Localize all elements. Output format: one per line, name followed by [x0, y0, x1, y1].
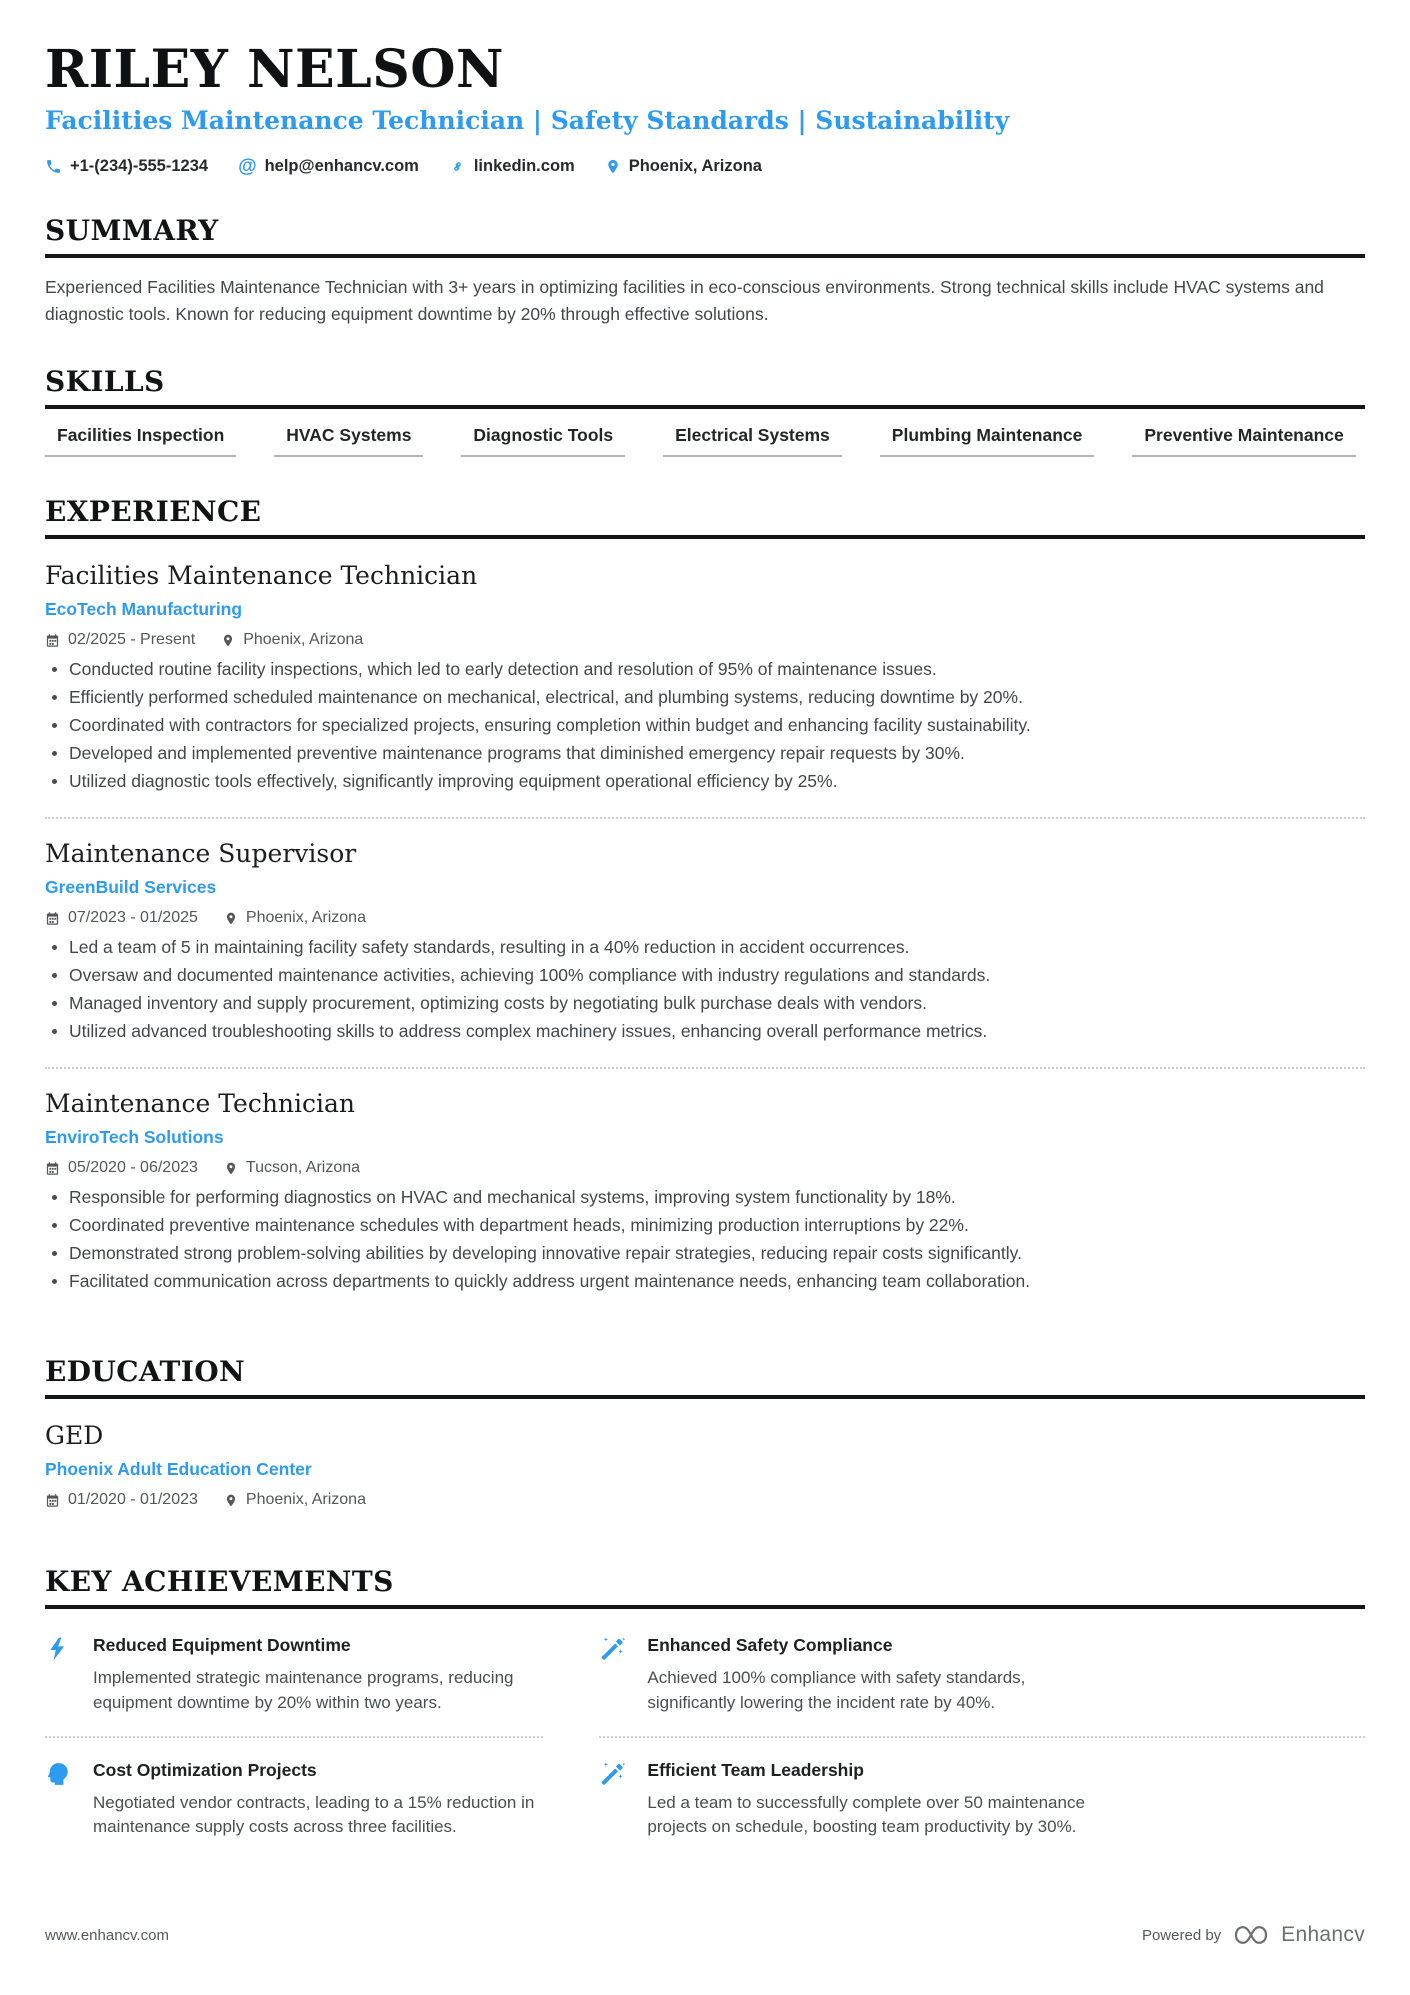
resume-header [45, 39, 1365, 178]
job-location [221, 631, 363, 649]
job-location-label: Phoenix, Arizona [245, 909, 366, 927]
bullet-item: Efficiently performed scheduled maintenance on mechanical, electrical, and plumbing systems, reducing downtime by 20%. [45, 687, 1365, 708]
summary-heading: SUMMARY [45, 214, 219, 248]
bullet-item: Coordinated with contractors for specialized projects, ensuring completion within budget and enhancing facility sustainability. [45, 715, 1365, 736]
location-pin-icon [224, 1493, 238, 1508]
job-bullets [45, 937, 1365, 1042]
page-footer [45, 1923, 1365, 1947]
powered-by-label: Powered by [1141, 1926, 1222, 1944]
degree-title: GED [45, 1421, 104, 1451]
job-dates [45, 631, 195, 649]
job-bullets [45, 659, 1365, 792]
achievement-item [45, 1625, 543, 1735]
job-meta-row [45, 631, 1365, 649]
bullet-item: Developed and implemented preventive maintenance programs that diminished emergency repair requests by 30%. [45, 743, 1365, 764]
lightning-icon [45, 1633, 73, 1715]
bullet-item: Facilitated communication across departments to quickly address urgent maintenance needs, enhancing team collaboration. [45, 1271, 1365, 1292]
contact-website[interactable] [449, 157, 575, 176]
education-dates [45, 1491, 198, 1509]
job-title: Maintenance Supervisor [45, 839, 357, 869]
achievements-grid [45, 1625, 1365, 1860]
calendar-icon [45, 633, 60, 648]
achievement-text: Negotiated vendor contracts, leading to a 15% reduction in maintenance supply costs across three facilities. [93, 1792, 535, 1837]
magic-wand-icon [599, 1633, 627, 1715]
calendar-icon [45, 911, 60, 926]
head-idea-icon [45, 1758, 73, 1840]
achievements-section [45, 1565, 1365, 1860]
skill-tag: Preventive Maintenance [1132, 425, 1355, 457]
location-pin-icon [224, 911, 238, 926]
job-location-label: Tucson, Arizona [245, 1159, 361, 1177]
enhancv-logo-icon [1233, 1924, 1269, 1946]
contact-location-label: Phoenix, Arizona [628, 157, 762, 176]
job-location-label: Phoenix, Arizona [243, 631, 364, 649]
job-dates-label: 02/2025 - Present [68, 631, 196, 649]
candidate-headline: Facilities Maintenance Technician | Safety Standards | Sustainability [45, 106, 1010, 136]
education-heading: EDUCATION [45, 1355, 246, 1389]
bullet-item: Coordinated preventive maintenance schedules with department heads, minimizing production interruptions by 22%. [45, 1215, 1365, 1236]
calendar-icon [45, 1161, 60, 1176]
bullet-item: Responsible for performing diagnostics on HVAC and mechanical systems, improving system functionality by 18%. [45, 1187, 1365, 1208]
bullet-item: Utilized diagnostic tools effectively, significantly improving equipment operational efficiency by 25%. [45, 771, 1365, 792]
job-dates [45, 1159, 198, 1177]
skill-tag: Diagnostic Tools [461, 425, 625, 457]
enhancv-brand-label: Enhancv [1281, 1923, 1365, 1946]
link-icon [449, 158, 466, 175]
location-pin-icon [221, 633, 235, 648]
summary-section [45, 214, 1365, 327]
job-meta-row [45, 909, 1365, 927]
magic-wand-icon [599, 1758, 627, 1840]
skills-section [45, 365, 1365, 457]
contact-phone-label: +1-(234)-555-1234 [70, 157, 209, 176]
contact-row [45, 157, 1365, 176]
summary-text: Experienced Facilities Maintenance Technician with 3+ years in optimizing facilities in eco-conscious environments. Strong technical skills include HVAC systems and diagnostic tools. Known for reducing equipment downtime by 20% through effective solutions. [45, 277, 1324, 324]
job-title: Facilities Maintenance Technician [45, 561, 478, 591]
footer-site-link[interactable]: www.enhancv.com [45, 1926, 169, 1944]
skill-tag: Facilities Inspection [45, 425, 236, 457]
location-pin-icon [605, 158, 621, 175]
powered-by[interactable] [1142, 1923, 1365, 1947]
skills-heading: SKILLS [45, 365, 165, 399]
achievement-title: Efficient Team Leadership [647, 1759, 864, 1780]
achievement-item [599, 1736, 1365, 1860]
company-name: EnviroTech Solutions [45, 1127, 224, 1148]
contact-website-label: linkedin.com [473, 157, 575, 176]
bullet-item: Managed inventory and supply procurement, optimizing costs by negotiating bulk purchase deals with vendors. [45, 993, 1365, 1014]
education-location-label: Phoenix, Arizona [245, 1491, 366, 1509]
skill-tag: HVAC Systems [274, 425, 423, 457]
job-dates-label: 05/2020 - 06/2023 [68, 1159, 198, 1177]
education-entry [45, 1415, 1365, 1527]
contact-phone[interactable] [45, 157, 208, 176]
company-name: GreenBuild Services [45, 877, 217, 898]
skill-tag: Electrical Systems [663, 425, 842, 457]
job-dates [45, 909, 198, 927]
education-meta-row [45, 1491, 1365, 1509]
achievement-title: Enhanced Safety Compliance [647, 1635, 893, 1656]
bullet-item: Oversaw and documented maintenance activities, achieving 100% compliance with industry regulations and standards. [45, 965, 1365, 986]
experience-entry [45, 555, 1365, 817]
achievement-title: Cost Optimization Projects [93, 1759, 317, 1780]
contact-location [605, 157, 762, 176]
experience-entry [45, 1067, 1365, 1317]
experience-section [45, 495, 1365, 1317]
job-dates-label: 07/2023 - 01/2025 [68, 909, 198, 927]
job-location [224, 909, 366, 927]
skill-tag: Plumbing Maintenance [880, 425, 1095, 457]
phone-icon [45, 158, 62, 175]
achievement-item [45, 1736, 543, 1860]
skills-list [45, 425, 1365, 457]
contact-email[interactable] [238, 157, 419, 176]
job-location [224, 1159, 360, 1177]
achievement-text: Achieved 100% compliance with safety standards, significantly lowering the incident rate by 40%. [647, 1668, 1026, 1712]
achievement-item [599, 1625, 1365, 1735]
job-title: Maintenance Technician [45, 1089, 356, 1119]
education-location [224, 1491, 366, 1509]
achievement-text: Implemented strategic maintenance programs, reducing equipment downtime by 20% within two years. [93, 1668, 514, 1712]
at-icon: @ [238, 156, 257, 178]
location-pin-icon [224, 1161, 238, 1176]
candidate-name: RILEY NELSON [45, 39, 505, 100]
job-bullets [45, 1187, 1365, 1292]
job-meta-row [45, 1159, 1365, 1177]
experience-entry [45, 817, 1365, 1067]
calendar-icon [45, 1493, 60, 1508]
bullet-item: Utilized advanced troubleshooting skills to address complex machinery issues, enhancing overall performance metrics. [45, 1021, 1365, 1042]
education-dates-label: 01/2020 - 01/2023 [68, 1491, 198, 1509]
bullet-item: Conducted routine facility inspections, which led to early detection and resolution of 95% of maintenance issues. [45, 659, 1365, 680]
bullet-item: Led a team of 5 in maintaining facility safety standards, resulting in a 40% reduction in accident occurrences. [45, 937, 1365, 958]
contact-email-label: help@enhancv.com [264, 157, 419, 176]
experience-heading: EXPERIENCE [45, 495, 262, 529]
company-name: EcoTech Manufacturing [45, 599, 243, 620]
education-section [45, 1355, 1365, 1527]
achievement-title: Reduced Equipment Downtime [93, 1635, 351, 1656]
achievement-text: Led a team to successfully complete over 50 maintenance projects on schedule, boosting team productivity by 30%. [647, 1792, 1085, 1837]
achievements-heading: KEY ACHIEVEMENTS [45, 1565, 394, 1599]
bullet-item: Demonstrated strong problem-solving abilities by developing innovative repair strategies, reducing repair costs significantly. [45, 1243, 1365, 1264]
school-name: Phoenix Adult Education Center [45, 1459, 312, 1480]
